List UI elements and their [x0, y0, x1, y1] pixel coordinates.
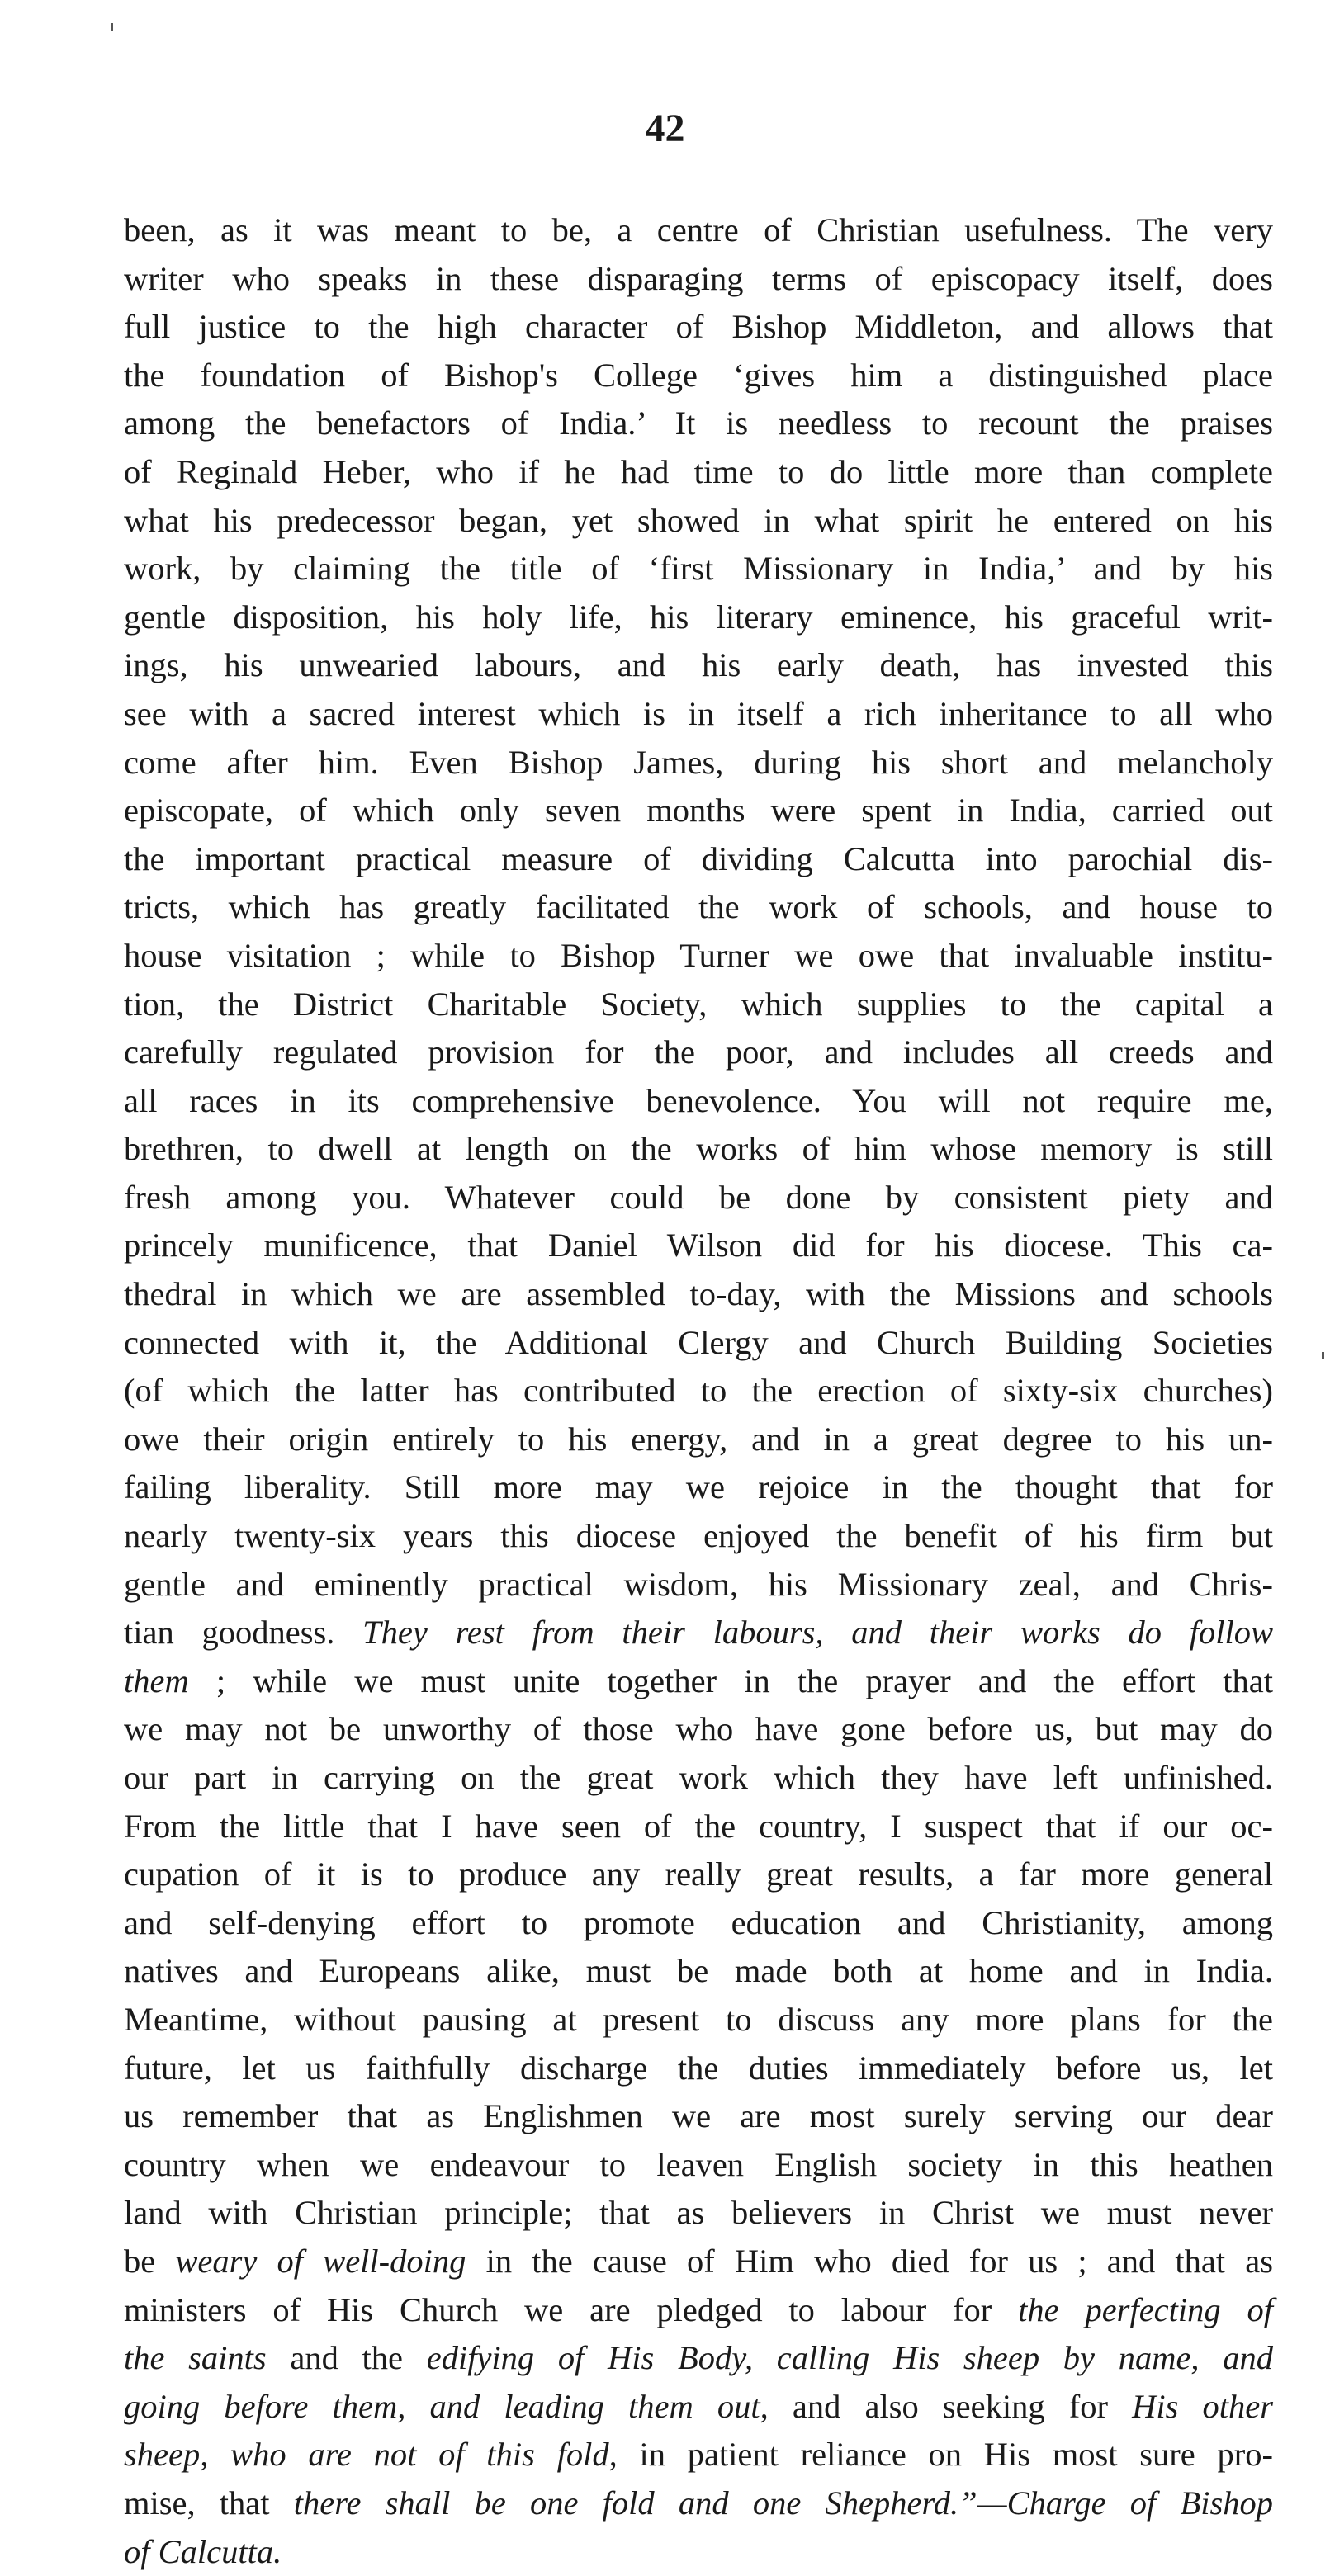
text-run: country when we endeavour to leaven English society in this heathen — [124, 2146, 1273, 2183]
italic-text: weary of well-doing — [175, 2243, 466, 2280]
italic-text: the perfecting of — [1018, 2291, 1273, 2328]
text-run: our part in carrying on the great work which they have left unfinished. — [124, 1759, 1273, 1796]
text-line — [124, 303, 1273, 352]
text-run: in the cause of Him who died for us ; and that as — [466, 2243, 1273, 2280]
italic-text: going before them, and leading them out, — [124, 2388, 769, 2425]
text-line — [124, 545, 1273, 593]
text-line — [124, 690, 1273, 739]
text-line — [124, 2189, 1273, 2238]
text-run: all races in its comprehensive benevolence. You will not require me, — [124, 1082, 1273, 1119]
text-run: tion, the District Charitable Society, which supplies to the capital a — [124, 985, 1273, 1023]
print-speck — [111, 23, 113, 31]
text-line — [124, 1850, 1273, 1899]
text-line — [124, 1803, 1273, 1851]
text-run: owe their origin entirely to his energy, and in a great degree to his un- — [124, 1420, 1273, 1458]
text-run: the foundation of Bishop's College ‘gives him a distinguished place — [124, 357, 1273, 394]
text-run: work, by claiming the title of ‘first Missionary in India,’ and by his — [124, 550, 1273, 587]
italic-text: there shall be one fold and one Shepherd.”—Charge of Bishop — [294, 2484, 1273, 2522]
text-line — [124, 1077, 1273, 1126]
text-line — [124, 1996, 1273, 2044]
text-run: connected with it, the Additional Clergy and Church Building Societies — [124, 1324, 1273, 1361]
text-run: gentle and eminently practical wisdom, his Missionary zeal, and Chris- — [124, 1566, 1273, 1603]
text-line — [124, 448, 1273, 497]
text-run: see with a sacred interest which is in itself a rich inheritance to all who — [124, 695, 1273, 732]
text-line — [124, 1270, 1273, 1319]
text-line — [124, 2044, 1273, 2093]
italic-text: edifying of His Body, calling His sheep by name, and — [427, 2339, 1273, 2376]
text-run: carefully regulated provision for the poor, and includes all creeds and — [124, 1033, 1273, 1071]
text-line — [124, 1319, 1273, 1368]
text-line — [124, 1947, 1273, 1996]
text-line — [124, 497, 1273, 546]
text-run: among the benefactors of India.’ It is needless to recount the praises — [124, 404, 1273, 442]
italic-text: They rest from their labours, and their works do follow — [362, 1614, 1273, 1651]
text-run: From the little that I have seen of the country, I suspect that if our oc- — [124, 1808, 1273, 1845]
text-line — [124, 835, 1273, 884]
text-line — [124, 1416, 1273, 1464]
text-run: of Reginald Heber, who if he had time to do little more than complete — [124, 453, 1273, 490]
text-line — [124, 1609, 1273, 1657]
italic-text: of Calcutta. — [124, 2533, 282, 2570]
text-run: in patient reliance on His most sure pro- — [618, 2436, 1273, 2473]
text-line — [124, 399, 1273, 448]
text-run: we may not be unworthy of those who have gone before us, but may do — [124, 1710, 1273, 1747]
text-line — [124, 1125, 1273, 1174]
text-run: ; while we must unite together in the prayer and the effort that — [189, 1662, 1273, 1699]
body-text — [124, 206, 1273, 2576]
text-run: princely munificence, that Daniel Wilson did for his diocese. This ca- — [124, 1227, 1273, 1264]
text-run: Meantime, without pausing at present to discuss any more plans for the — [124, 2001, 1273, 2038]
italic-text: them — [124, 1662, 189, 1699]
text-line — [124, 2334, 1273, 2383]
text-line — [124, 2286, 1273, 2335]
text-run: future, let us faithfully discharge the duties immediately before us, let — [124, 2049, 1273, 2087]
text-run: writer who speaks in these disparaging terms of episcopacy itself, does — [124, 260, 1273, 297]
text-run: cupation of it is to produce any really great results, a far more general — [124, 1855, 1273, 1893]
text-line — [124, 1367, 1273, 1416]
text-line — [124, 2238, 1273, 2286]
text-line — [124, 593, 1273, 642]
text-line — [124, 1705, 1273, 1754]
text-run: thedral in which we are assembled to-day, with the Missions and schools — [124, 1275, 1273, 1312]
text-line — [124, 206, 1273, 255]
text-line — [124, 641, 1273, 690]
text-line — [124, 1561, 1273, 1609]
text-line — [124, 1754, 1273, 1803]
text-run: full justice to the high character of Bishop Middleton, and allows that — [124, 308, 1273, 345]
text-run: tricts, which has greatly facilitated the work of schools, and house to — [124, 888, 1273, 925]
text-line — [124, 1174, 1273, 1222]
text-line — [124, 2431, 1273, 2479]
text-run: and self-denying effort to promote education and Christianity, among — [124, 1904, 1273, 1941]
text-run: brethren, to dwell at length on the works of him whose memory is still — [124, 1130, 1273, 1167]
text-run: ministers of His Church we are pledged to labour for — [124, 2291, 1018, 2328]
text-line — [124, 981, 1273, 1029]
text-line — [124, 1512, 1273, 1561]
text-run: the important practical measure of dividing Calcutta into parochial dis- — [124, 840, 1273, 877]
text-run: ings, his unwearied labours, and his early death, has invested this — [124, 646, 1273, 683]
text-run: us remember that as Englishmen we are most surely serving our dear — [124, 2097, 1273, 2134]
text-run: land with Christian principle; that as believers in Christ we must never — [124, 2194, 1273, 2231]
text-line — [124, 1028, 1273, 1077]
text-run: episcopate, of which only seven months were spent in India, carried out — [124, 792, 1273, 829]
text-run: be — [124, 2243, 175, 2280]
text-line — [124, 787, 1273, 835]
text-line — [124, 352, 1273, 400]
text-line — [124, 2528, 1273, 2576]
text-line — [124, 2092, 1273, 2141]
text-line — [124, 932, 1273, 981]
text-line — [124, 255, 1273, 304]
text-line — [124, 739, 1273, 787]
text-run: fresh among you. Whatever could be done by consistent piety and — [124, 1179, 1273, 1216]
page-number: 42 — [0, 106, 1330, 151]
text-run: been, as it was meant to be, a centre of Christian usefulness. The very — [124, 211, 1273, 248]
text-run: natives and Europeans alike, must be made both at home and in India. — [124, 1952, 1273, 1989]
text-line — [124, 2141, 1273, 2190]
text-line — [124, 1899, 1273, 1948]
text-run: and the — [267, 2339, 427, 2376]
print-speck — [1322, 1352, 1324, 1359]
text-run: come after him. Even Bishop James, during his short and melancholy — [124, 744, 1273, 781]
text-line — [124, 1222, 1273, 1270]
text-run: tian goodness. — [124, 1614, 362, 1651]
italic-text: the saints — [124, 2339, 267, 2376]
text-line — [124, 1463, 1273, 1512]
text-run: nearly twenty-six years this diocese enjoyed the benefit of his firm but — [124, 1517, 1273, 1554]
text-run: (of which the latter has contributed to the erection of sixty-six churches) — [124, 1372, 1273, 1409]
text-run: gentle disposition, his holy life, his literary eminence, his graceful writ- — [124, 598, 1273, 636]
text-line — [124, 883, 1273, 932]
italic-text: His other — [1132, 2388, 1273, 2425]
text-run: and also seeking for — [769, 2388, 1132, 2425]
text-line — [124, 2383, 1273, 2432]
text-line — [124, 1657, 1273, 1706]
text-line — [124, 2479, 1273, 2528]
text-run: what his predecessor began, yet showed in what spirit he entered on his — [124, 502, 1273, 539]
text-run: failing liberality. Still more may we rejoice in the thought that for — [124, 1468, 1273, 1505]
italic-text: sheep, who are not of this fold, — [124, 2436, 618, 2473]
text-run: house visitation ; while to Bishop Turner we owe that invaluable institu- — [124, 937, 1273, 974]
text-run: mise, that — [124, 2484, 294, 2522]
